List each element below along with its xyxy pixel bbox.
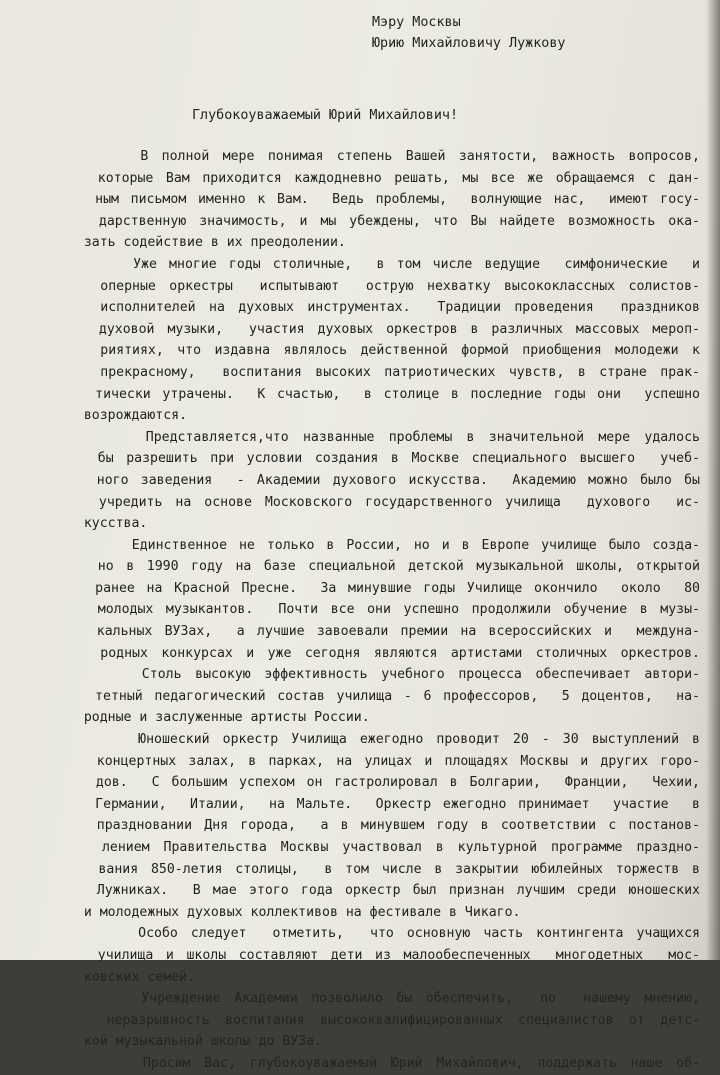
body-line: прекрасному, воспитания высоких патриотических чувств, в стране прак- xyxy=(60,364,700,380)
body-line: зать содействие в их преодолении. xyxy=(60,235,346,251)
body-line: лением Правительства Москвы участвовал в культурной программе праздно- xyxy=(60,840,700,855)
body-line: тически утрачены. К счастью, в столице в последние годы они успешно xyxy=(60,386,700,402)
body-line: вания 850-летия столицы, в том числе в закрытии юбилейных торжеств в xyxy=(60,861,700,877)
body-line: Лужниках. В мае этого года оркестр был признан лучшим среди юношеских xyxy=(60,883,700,899)
addressee-line-1: Мэру Москвы xyxy=(372,15,461,30)
body-line: концертных залах, в парках, на улицах и площадях Москвы и других горо- xyxy=(60,753,700,769)
body-line: Единственное не только в России, но и в Европе училище было созда- xyxy=(60,537,700,553)
addressee-line-2: Юрию Михайловичу Лужкову xyxy=(372,36,566,51)
body-line: Особо следует отметить, что основную часть контингента учащихся xyxy=(60,926,700,942)
body-line: ковских семей. xyxy=(60,969,195,985)
body-line: риятиях, что издавна являлось действенной формой приобщения молодежи к xyxy=(60,343,700,359)
body-line: и молодежных духовых коллективов на фестивале в Чикаго. xyxy=(60,904,521,920)
body-line: дов. С большим успехом он гастролировал в Болгарии, Франции, Чехии, xyxy=(60,775,700,791)
body-line: которые Вам приходится каждодневно решать, мы все же обращаемся с дан- xyxy=(60,170,700,186)
letter-body xyxy=(60,146,700,1075)
body-line: Учреждение Академии позволило бы обеспечить, по нашему мнению, xyxy=(60,991,700,1007)
salutation: Глубокоуважаемый Юрий Михайлович! xyxy=(192,108,459,123)
body-line: ным письмом именно к Вам. Ведь проблемы, волнующие нас, имеют госу- xyxy=(60,192,700,208)
body-line: но в 1990 году на базе специальной детской музыкальной школы, открытой xyxy=(60,559,700,575)
body-line: В полной мере понимая степень Вашей занятости, важность вопросов, xyxy=(60,149,700,164)
body-line: ранее на Красной Пресне. За минувшие годы Училище окончило около 80 xyxy=(60,580,700,596)
addressee-block xyxy=(372,12,565,54)
body-line: кальных ВУЗах, а лучшие завоевали премии на всероссийских и междуна- xyxy=(60,624,700,640)
body-line: неразрывность воспитания высококвалифицированных специалистов от детс- xyxy=(60,1012,700,1028)
body-line: Уже многие годы столичные, в том числе ведущие симфонические и xyxy=(60,256,700,272)
body-line: оперные оркестры испытывают острую нехватку высококлассных солистов- xyxy=(60,278,700,294)
body-line: Германии, Италии, на Мальте. Оркестр ежегодно принимает участие в xyxy=(60,796,700,812)
body-line: возрождаются. xyxy=(60,408,188,424)
body-line: Просим Вас, глубокоуважаемый Юрий Михайлович, поддержать наше об- xyxy=(60,1055,700,1071)
body-line: кусства. xyxy=(60,516,148,532)
body-line: духовой музыки, участия духовых оркестров в различных массовых мероп- xyxy=(60,321,700,337)
body-line: родных конкурсах и уже сегодня являются артистами столичных оркестров. xyxy=(60,645,700,661)
body-line: тетный педагогический состав училища - 6 профессоров, 5 доцентов, на- xyxy=(60,688,700,704)
body-line: бы разрешить при условии создания в Москве специального высшего учеб- xyxy=(60,451,700,467)
body-line: ного заведения - Академии духового искусства. Академию можно было бы xyxy=(60,472,700,488)
body-line: Столь высокую эффективность учебного процесса обеспечивает автори- xyxy=(60,667,700,683)
body-line: молодых музыкантов. Почти все они успешно продолжили обучение в музы- xyxy=(60,602,700,618)
body-line: учредить на основе Московского государственного училища духового ис- xyxy=(60,494,700,510)
body-line: кой музыкальной школы до ВУЗа. xyxy=(60,1034,323,1050)
body-line: родные и заслуженные артисты России. xyxy=(60,710,370,726)
body-line: праздновании Дня города, а в минувшем году в соответствии с постанов- xyxy=(60,818,700,834)
body-line: Юношеский оркестр Училища ежегодно проводит 20 - 30 выступлений в xyxy=(60,732,700,748)
body-line: училища и школы составляют дети из малообеспеченных многодетных мос- xyxy=(60,947,700,963)
body-line: исполнителей на духовых инструментах. Традиции проведения праздников xyxy=(60,300,700,316)
body-line: Представляется,что названные проблемы в значительной мере удалось xyxy=(60,429,700,445)
page-edge-shadow xyxy=(706,0,720,960)
body-line: дарственную значимость, и мы убеждены, что Вы найдете возможность ока- xyxy=(60,213,700,229)
